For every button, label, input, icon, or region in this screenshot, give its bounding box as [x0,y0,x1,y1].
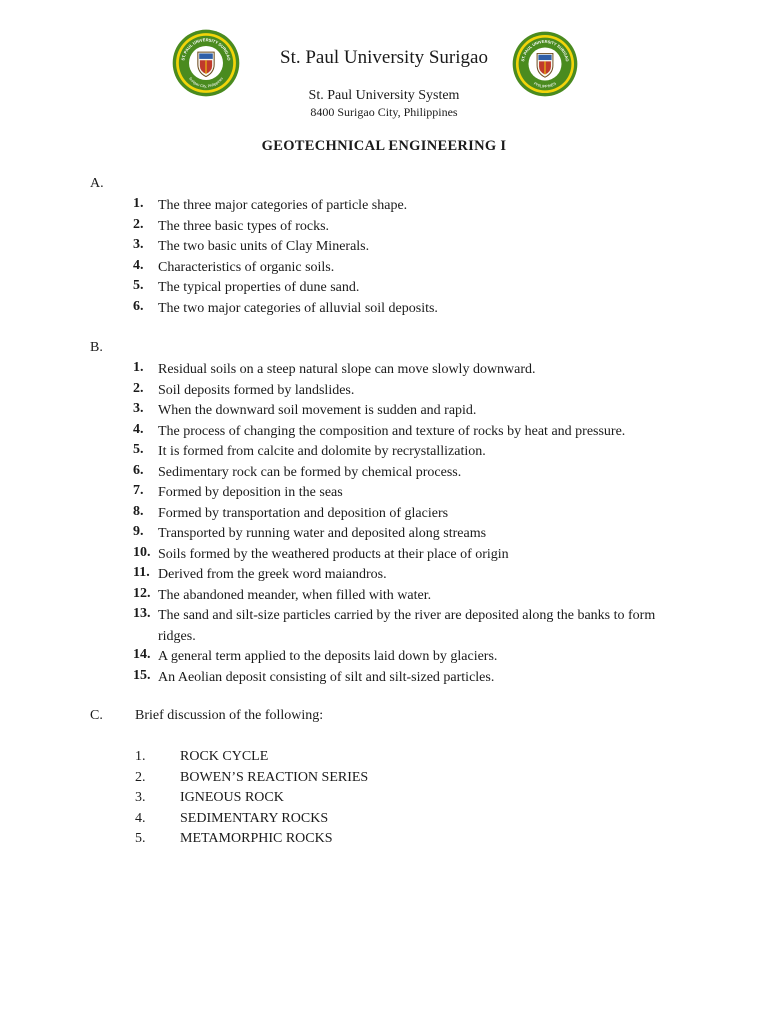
list-item-number: 1. [133,196,144,211]
list-item-text: The typical properties of dune sand. [158,280,360,296]
university-seal-right-icon [512,31,578,97]
list-item-number: 8. [133,503,144,519]
list-item-number: 4. [133,257,144,273]
list-item-text: Derived from the greek word maiandros. [158,567,387,582]
section-b-letter: B. [90,340,103,355]
list-item-text: The sand and silt-size particles carried by the river are deposited along the banks to form ridges. [158,608,656,644]
list-item-text: Characteristics of organic soils. [158,259,335,275]
list-item-number: 11. [133,565,150,580]
svg-text:ST. PAUL UNIVERSITY SURIGAO: ST. PAUL UNIVERSITY SURIGAO [520,38,570,62]
list-item-text: Sedimentary rock can be formed by chemical process. [158,464,462,480]
list-item-number: 14. [133,647,151,662]
list-item-text: The two basic units of Clay Minerals. [158,239,370,255]
list-item-text: BOWEN’S REACTION SERIES [180,769,369,785]
list-item-number: 5. [135,831,146,846]
list-item-text: The process of changing the composition and texture of rocks by heat and pressure. [158,423,626,439]
list-item-text: An Aeolian deposit consisting of silt and silt-sized particles. [158,669,495,685]
list-item-number: 5. [133,278,144,294]
list-item-number: 3. [133,237,144,253]
list-item-text: Transported by running water and deposited along streams [158,526,487,541]
list-item-text: ROCK CYCLE [180,749,269,764]
list-item-text: When the downward soil movement is sudden and rapid. [158,403,477,418]
list-item-text: SEDIMENTARY ROCKS [180,810,329,826]
list-item-text: IGNEOUS ROCK [180,790,284,805]
list-item-number: 12. [133,585,151,601]
course-title: GEOTECHNICAL ENGINEERING I [261,138,507,154]
list-item-text: The three major categories of particle shape. [158,198,408,213]
list-item-number: 1. [135,749,146,764]
list-item-number: 2. [135,769,146,785]
list-item-number: 6. [133,299,144,314]
list-item-number: 2. [133,380,144,396]
list-item-text: Formed by deposition in the seas [158,485,343,500]
list-item-text: Soil deposits formed by landslides. [158,382,355,398]
list-item-text: METAMORPHIC ROCKS [180,831,333,846]
university-name: St. Paul University Surigao [280,47,488,68]
section-c-letter: C. [90,708,103,723]
list-item-text: The three basic types of rocks. [158,218,330,234]
list-item-text: Soils formed by the weathered products at their place of origin [158,546,509,562]
svg-text:ST. PAUL UNIVERSITY SURIGAO: ST. PAUL UNIVERSITY SURIGAO [180,37,232,61]
list-item-number: 13. [133,606,151,621]
list-item-text: Residual soils on a steep natural slope can move slowly downward. [158,362,536,377]
list-item-number: 7. [133,483,144,498]
list-item-number: 4. [133,421,144,437]
list-item-text: Formed by transportation and deposition of glaciers [158,505,449,521]
list-item-text: The two major categories of alluvial soil deposits. [158,301,438,316]
list-item-text: A general term applied to the deposits laid down by glaciers. [158,649,498,664]
list-item-number: 2. [133,216,144,232]
list-item-number: 4. [135,810,146,826]
section-a-letter: A. [90,176,104,191]
list-item-number: 6. [133,462,144,478]
list-item-number: 5. [133,442,144,457]
university-seal-left-icon [172,29,240,97]
list-item-number: 3. [135,790,146,805]
list-item-number: 3. [133,401,144,416]
svg-text:Surigao City, Philippines: Surigao City, Philippines [188,76,224,89]
list-item-number: 9. [133,524,144,539]
svg-text:PHILIPPINES: PHILIPPINES [532,80,558,89]
university-system: St. Paul University System [308,88,460,103]
section-c-intro: Brief discussion of the following: [135,708,324,723]
list-item-text: It is formed from calcite and dolomite by recrystallization. [158,444,486,459]
list-item-number: 10. [133,544,151,560]
list-item-number: 1. [133,360,144,375]
university-address: 8400 Surigao City, Philippines [310,105,458,119]
list-item-number: 15. [133,667,151,683]
list-item-text: The abandoned meander, when filled with water. [158,587,432,603]
